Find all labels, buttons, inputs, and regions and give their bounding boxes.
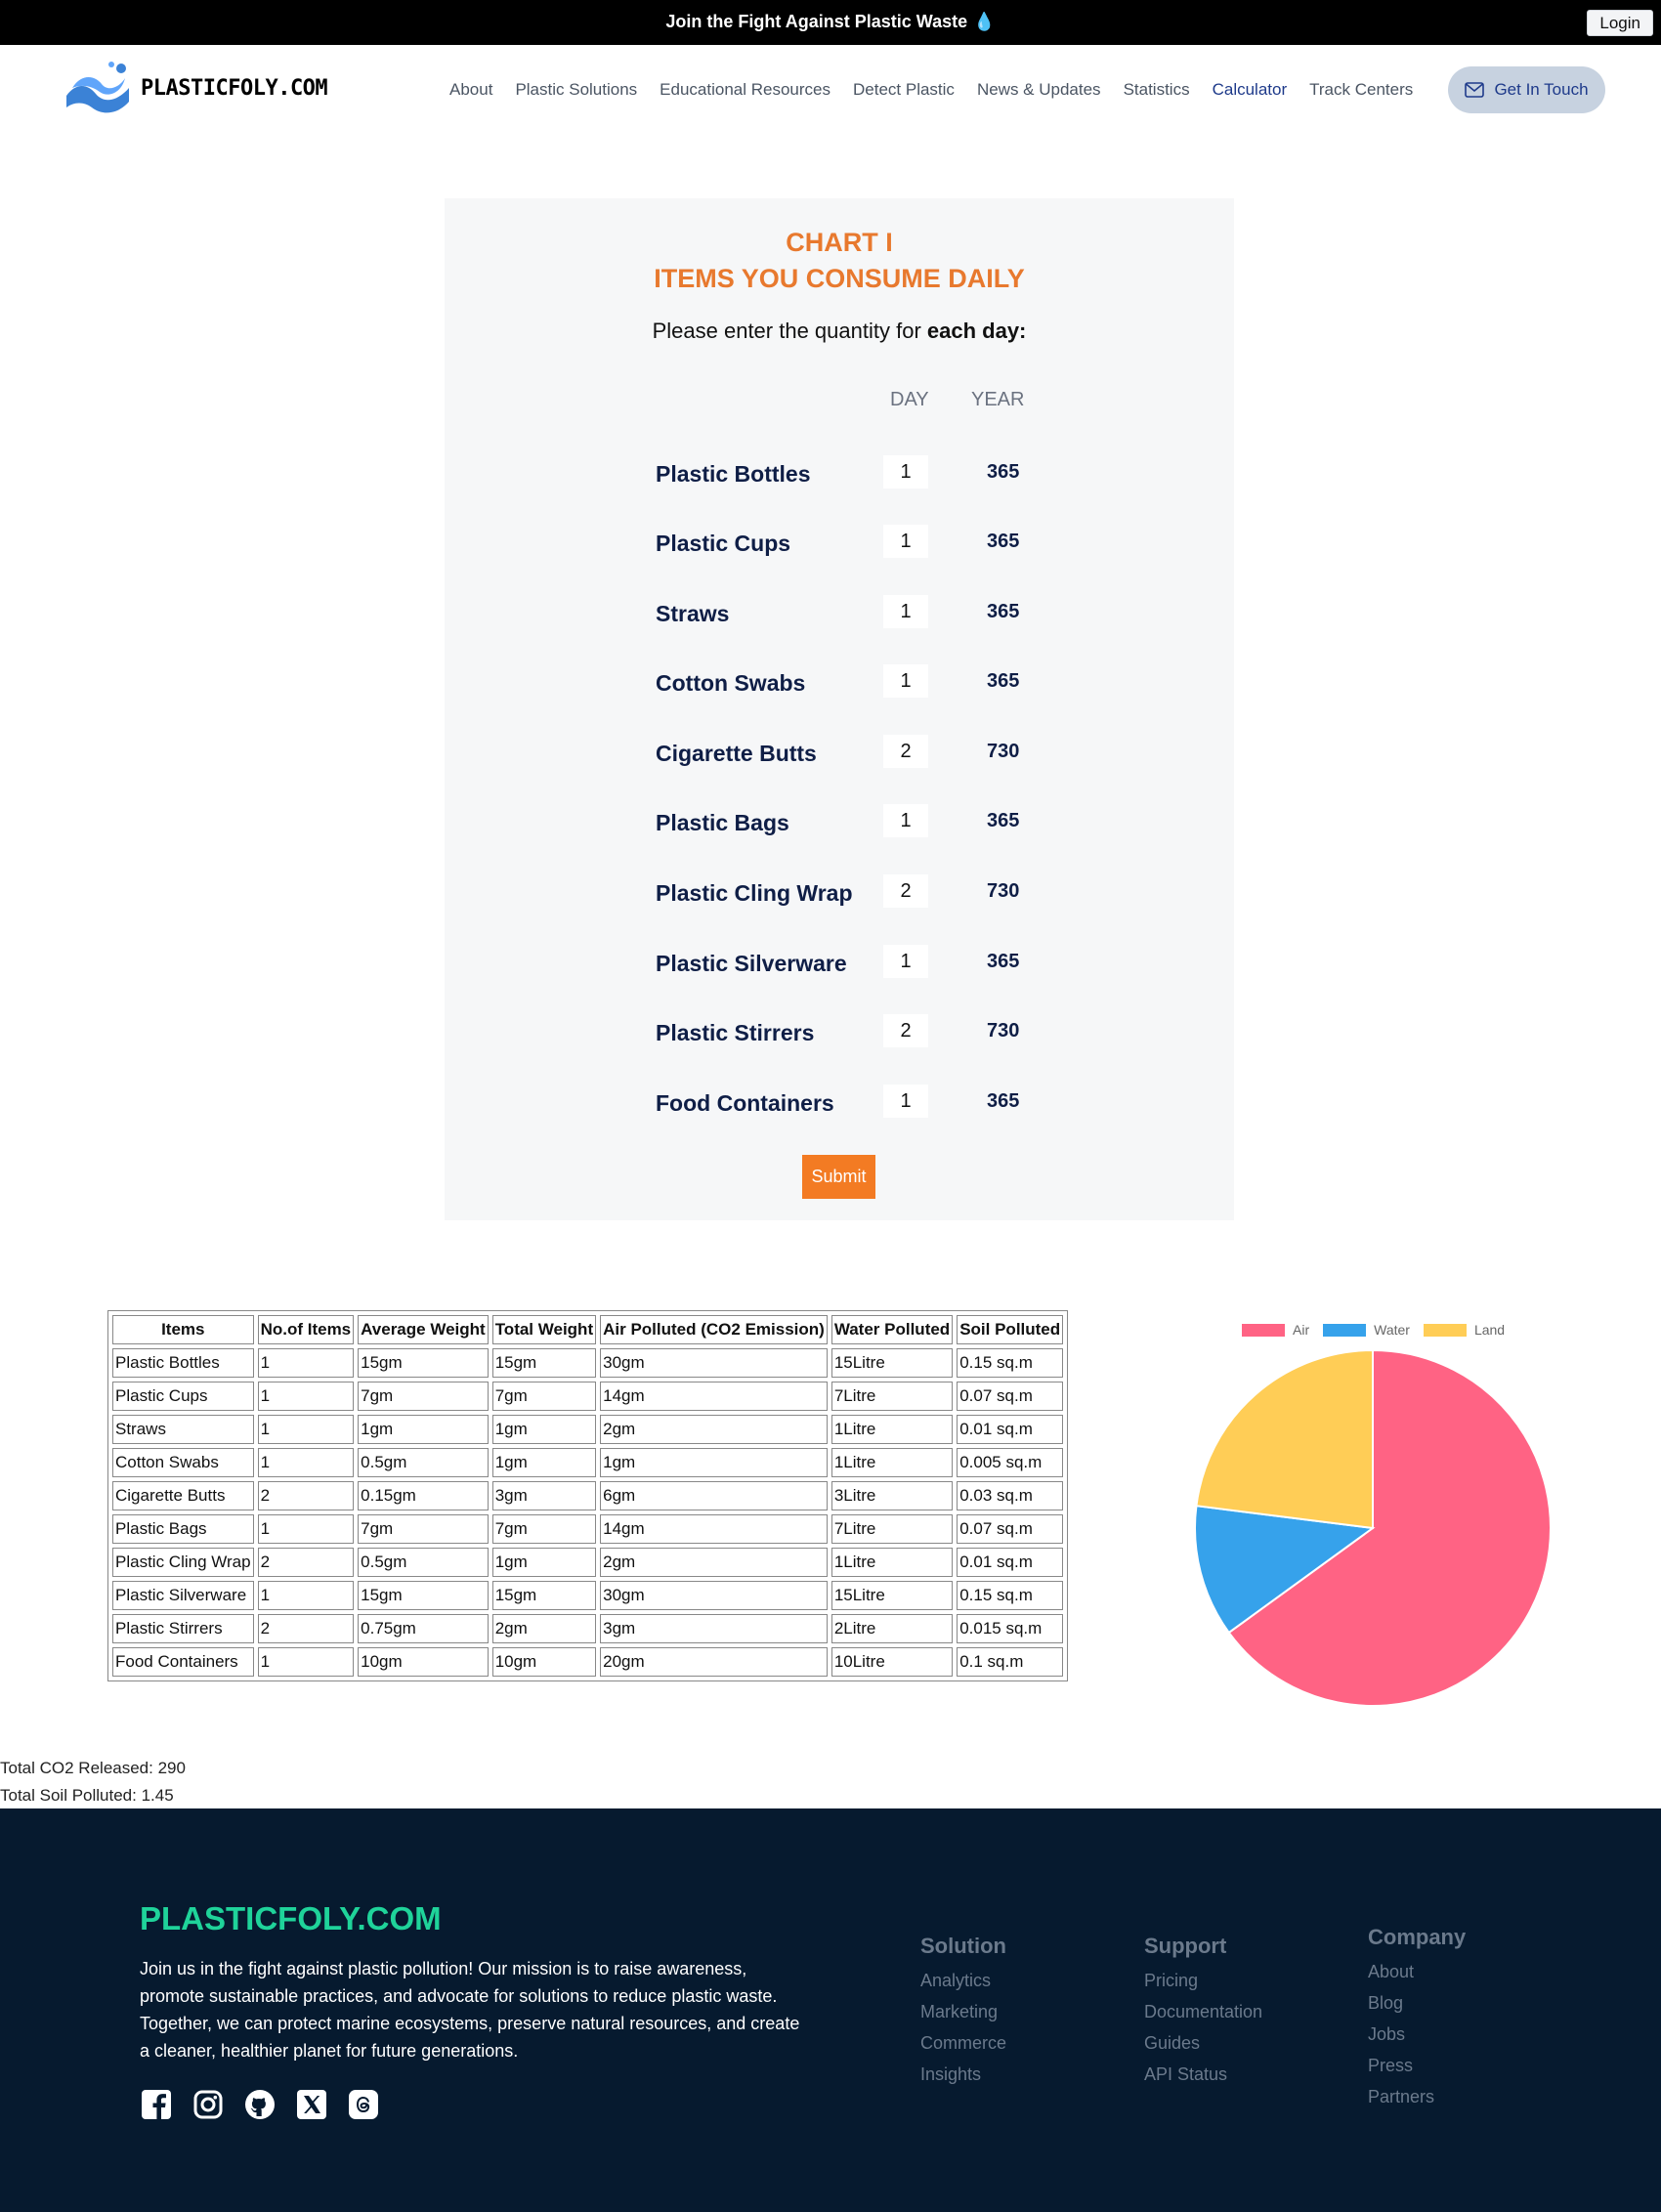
table-cell: 15gm <box>358 1581 489 1610</box>
item-row <box>656 455 1046 490</box>
item-row <box>656 595 1046 630</box>
table-cell: 2gm <box>492 1614 596 1643</box>
table-cell: Plastic Silverware <box>112 1581 254 1610</box>
table-cell: 2gm <box>600 1415 828 1444</box>
table-cell: 7gm <box>358 1382 489 1411</box>
year-quantity: 365 <box>987 531 1020 552</box>
footer-link[interactable]: Blog <box>1368 1993 1404 2013</box>
footer-link[interactable]: Press <box>1368 2056 1414 2075</box>
table-row <box>112 1581 1063 1610</box>
item-label: Plastic Cups <box>656 531 791 556</box>
day-quantity-input[interactable] <box>883 874 928 908</box>
table-cell: 0.005 sq.m <box>957 1448 1063 1477</box>
year-quantity: 730 <box>987 880 1020 902</box>
column-header: Items <box>112 1315 254 1344</box>
table-cell: Plastic Bags <box>112 1514 254 1544</box>
day-quantity-input[interactable] <box>883 455 928 489</box>
table-cell: Food Containers <box>112 1647 254 1677</box>
item-row <box>656 1014 1046 1049</box>
year-quantity: 730 <box>987 741 1020 762</box>
item-label: Plastic Cling Wrap <box>656 880 853 906</box>
github-icon[interactable] <box>243 2088 276 2120</box>
table-cell: 6gm <box>600 1481 828 1510</box>
table-cell: 2gm <box>600 1548 828 1577</box>
total-soil: Total Soil Polluted: 1.45 <box>0 1786 174 1805</box>
item-row <box>656 1085 1046 1120</box>
column-header: Total Weight <box>492 1315 596 1344</box>
table-cell: 7gm <box>492 1514 596 1544</box>
results-table <box>107 1310 1068 1681</box>
table-cell: 3Litre <box>831 1481 953 1510</box>
footer-mission-text: Join us in the fight against plastic pollution! Our mission is to raise awareness, promote sustainable practices, and advocate for solutions to reduce plastic waste. Together, we can protect marine ecosystems, preserve natural resources, and create a cleaner, healthier planet for future generations. <box>140 1959 800 2061</box>
item-row <box>656 735 1046 770</box>
instruction-text: Please enter the quantity for each day: <box>652 319 1027 343</box>
table-cell: Plastic Bottles <box>112 1348 254 1378</box>
day-quantity-input[interactable] <box>883 664 928 698</box>
footer-link[interactable]: API Status <box>1144 2064 1228 2084</box>
instagram-icon[interactable] <box>192 2088 224 2120</box>
legend-item[interactable] <box>1323 1322 1410 1338</box>
day-quantity-input[interactable] <box>883 804 928 837</box>
nav-links <box>449 80 1435 100</box>
legend-swatch <box>1323 1324 1366 1337</box>
column-header: Average Weight <box>358 1315 489 1344</box>
footer-link[interactable]: Pricing <box>1144 1971 1199 1990</box>
table-row <box>112 1614 1063 1643</box>
legend-label: Water <box>1374 1322 1410 1338</box>
table-row <box>112 1647 1063 1677</box>
column-header: Air Polluted (CO2 Emission) <box>600 1315 828 1344</box>
item-label: Plastic Bottles <box>656 461 811 487</box>
table-cell: 7gm <box>358 1514 489 1544</box>
threads-icon[interactable] <box>347 2088 379 2120</box>
site-logo[interactable] <box>63 59 327 117</box>
nav-statistics[interactable]: Statistics <box>1123 80 1190 99</box>
nav-about[interactable]: About <box>449 80 493 99</box>
table-cell: 0.07 sq.m <box>957 1514 1063 1544</box>
table-row <box>112 1348 1063 1378</box>
table-cell: 20gm <box>600 1647 828 1677</box>
nav-plastic-solutions[interactable]: Plastic Solutions <box>515 80 638 99</box>
nav-detect-plastic[interactable]: Detect Plastic <box>853 80 955 99</box>
pie-svg <box>1187 1338 1558 1728</box>
item-row <box>656 525 1046 560</box>
table-cell: 15Litre <box>831 1348 953 1378</box>
pollution-pie-chart <box>1187 1314 1558 1724</box>
table-row <box>112 1548 1063 1577</box>
day-quantity-input[interactable] <box>883 945 928 978</box>
table-cell: 1 <box>258 1647 355 1677</box>
table-cell: 1Litre <box>831 1548 953 1577</box>
table-cell: 0.5gm <box>358 1448 489 1477</box>
column-header: No.of Items <box>258 1315 355 1344</box>
year-quantity: 365 <box>987 461 1020 483</box>
nav-calculator[interactable]: Calculator <box>1212 80 1288 99</box>
table-row <box>112 1448 1063 1477</box>
mail-icon <box>1465 82 1484 98</box>
legend-item[interactable] <box>1242 1322 1309 1338</box>
year-quantity: 365 <box>987 670 1020 692</box>
footer-link[interactable]: Commerce <box>920 2033 1007 2053</box>
table-cell: Cigarette Butts <box>112 1481 254 1510</box>
day-quantity-input[interactable] <box>883 595 928 628</box>
water-drop-icon: 💧 <box>973 12 996 31</box>
year-column-header: YEAR <box>971 389 1025 410</box>
footer-heading: Solution <box>920 1934 1006 1958</box>
totals <box>0 1755 186 1809</box>
table-row <box>112 1415 1063 1444</box>
footer-link[interactable]: Guides <box>1144 2033 1201 2053</box>
footer <box>0 1808 1661 2212</box>
x-icon[interactable] <box>295 2088 327 2120</box>
item-row <box>656 804 1046 839</box>
item-label: Plastic Silverware <box>656 951 847 976</box>
day-quantity-input[interactable] <box>883 735 928 768</box>
table-cell: 1gm <box>358 1415 489 1444</box>
login-button[interactable]: Login <box>1587 10 1653 36</box>
table-cell: 1 <box>258 1348 355 1378</box>
footer-link[interactable]: About <box>1368 1962 1415 1981</box>
column-header: Soil Polluted <box>957 1315 1063 1344</box>
year-quantity: 730 <box>987 1020 1020 1042</box>
table-row <box>112 1481 1063 1510</box>
footer-column-support <box>1144 1934 1262 2090</box>
year-quantity: 365 <box>987 951 1020 972</box>
get-in-touch-button[interactable]: Get In Touch <box>1448 66 1605 113</box>
submit-button[interactable]: Submit <box>802 1155 875 1199</box>
table-cell: 0.015 sq.m <box>957 1614 1063 1643</box>
item-label: Plastic Stirrers <box>656 1020 815 1045</box>
table-cell: 1gm <box>492 1548 596 1577</box>
day-quantity-input[interactable] <box>883 1014 928 1047</box>
nav-educational-resources[interactable]: Educational Resources <box>660 80 830 99</box>
social-links <box>140 2088 379 2120</box>
table-cell: 1 <box>258 1448 355 1477</box>
table-cell: 1gm <box>600 1448 828 1477</box>
table-cell: 0.01 sq.m <box>957 1415 1063 1444</box>
table-cell: 3gm <box>600 1614 828 1643</box>
table-cell: 7gm <box>492 1382 596 1411</box>
footer-link[interactable]: Insights <box>920 2064 982 2084</box>
day-quantity-input[interactable] <box>883 525 928 558</box>
footer-link[interactable]: Analytics <box>920 1971 992 1990</box>
table-cell: Plastic Cling Wrap <box>112 1548 254 1577</box>
logo-text: PLASTICFOLY.COM <box>141 75 328 101</box>
table-cell: 14gm <box>600 1382 828 1411</box>
footer-link[interactable]: Jobs <box>1368 2024 1406 2044</box>
table-cell: 15Litre <box>831 1581 953 1610</box>
table-cell: 0.07 sq.m <box>957 1382 1063 1411</box>
table-row <box>112 1514 1063 1544</box>
footer-link[interactable]: Partners <box>1368 2087 1435 2106</box>
item-label: Cotton Swabs <box>656 670 806 696</box>
table-cell: 2Litre <box>831 1614 953 1643</box>
table-cell: 2 <box>258 1481 355 1510</box>
year-quantity: 365 <box>987 1090 1020 1112</box>
table-cell: 10gm <box>492 1647 596 1677</box>
table-cell: 7Litre <box>831 1382 953 1411</box>
legend-label: Land <box>1473 1322 1506 1338</box>
day-quantity-input[interactable] <box>883 1085 928 1118</box>
table-header-row <box>112 1315 1063 1344</box>
table-cell: 15gm <box>492 1581 596 1610</box>
item-label: Cigarette Butts <box>656 741 817 766</box>
pie-slice-land[interactable] <box>1196 1350 1373 1528</box>
nav-news-updates[interactable]: News & Updates <box>976 80 1101 99</box>
announcement-bar <box>0 0 1661 45</box>
footer-link[interactable]: Documentation <box>1144 2002 1263 2021</box>
footer-column-company <box>1368 1925 1466 2112</box>
table-cell: 15gm <box>358 1348 489 1378</box>
table-cell: 0.15gm <box>358 1481 489 1510</box>
item-label: Food Containers <box>656 1090 834 1116</box>
table-cell: 10Litre <box>831 1647 953 1677</box>
table-cell: 1 <box>258 1415 355 1444</box>
table-cell: 0.15 sq.m <box>957 1581 1063 1610</box>
table-cell: 1Litre <box>831 1448 953 1477</box>
table-cell: Plastic Cups <box>112 1382 254 1411</box>
legend-swatch <box>1242 1324 1285 1337</box>
item-row <box>656 664 1046 700</box>
footer-brand: PLASTICFOLY.COM <box>140 1900 442 1936</box>
announcement-text: Join the Fight Against Plastic Waste 💧 <box>665 12 996 31</box>
table-cell: 7Litre <box>831 1514 953 1544</box>
item-label: Straws <box>656 601 730 626</box>
year-quantity: 365 <box>987 601 1020 622</box>
table-cell: 1 <box>258 1382 355 1411</box>
item-label: Plastic Bags <box>656 810 789 835</box>
chart-title: CHART I ITEMS YOU CONSUME DAILY <box>654 228 1025 293</box>
navbar <box>0 45 1661 138</box>
table-cell: 0.03 sq.m <box>957 1481 1063 1510</box>
calculator-card <box>445 198 1234 1220</box>
table-cell: 0.15 sq.m <box>957 1348 1063 1378</box>
table-cell: 1Litre <box>831 1415 953 1444</box>
table-cell: Plastic Stirrers <box>112 1614 254 1643</box>
table-cell: 0.01 sq.m <box>957 1548 1063 1577</box>
item-row <box>656 945 1046 980</box>
footer-heading: Company <box>1368 1925 1467 1949</box>
table-cell: 30gm <box>600 1348 828 1378</box>
item-row <box>656 874 1046 910</box>
footer-link[interactable]: Marketing <box>920 2002 999 2021</box>
nav-track-centers[interactable]: Track Centers <box>1309 80 1414 99</box>
table-cell: 1gm <box>492 1448 596 1477</box>
table-cell: 1 <box>258 1581 355 1610</box>
footer-heading: Support <box>1144 1934 1227 1958</box>
wave-logo-icon <box>63 59 135 117</box>
facebook-icon[interactable] <box>140 2088 172 2120</box>
table-cell: 10gm <box>358 1647 489 1677</box>
table-cell: 15gm <box>492 1348 596 1378</box>
chart-legend <box>1242 1322 1518 1338</box>
table-cell: 30gm <box>600 1581 828 1610</box>
table-cell: 14gm <box>600 1514 828 1544</box>
table-cell: 1 <box>258 1514 355 1544</box>
table-cell: Straws <box>112 1415 254 1444</box>
legend-swatch <box>1424 1324 1467 1337</box>
legend-item[interactable] <box>1424 1322 1505 1338</box>
table-cell: 0.1 sq.m <box>957 1647 1063 1677</box>
day-column-header: DAY <box>890 389 929 410</box>
table-cell: Cotton Swabs <box>112 1448 254 1477</box>
legend-label: Air <box>1293 1322 1310 1338</box>
table-cell: 1gm <box>492 1415 596 1444</box>
column-header: Water Polluted <box>831 1315 953 1344</box>
table-cell: 0.75gm <box>358 1614 489 1643</box>
table-row <box>112 1382 1063 1411</box>
year-quantity: 365 <box>987 810 1020 831</box>
table-cell: 2 <box>258 1548 355 1577</box>
table-cell: 3gm <box>492 1481 596 1510</box>
table-cell: 0.5gm <box>358 1548 489 1577</box>
table-cell: 2 <box>258 1614 355 1643</box>
footer-column-solution <box>920 1934 1006 2090</box>
total-co2: Total CO2 Released: 290 <box>0 1759 186 1777</box>
